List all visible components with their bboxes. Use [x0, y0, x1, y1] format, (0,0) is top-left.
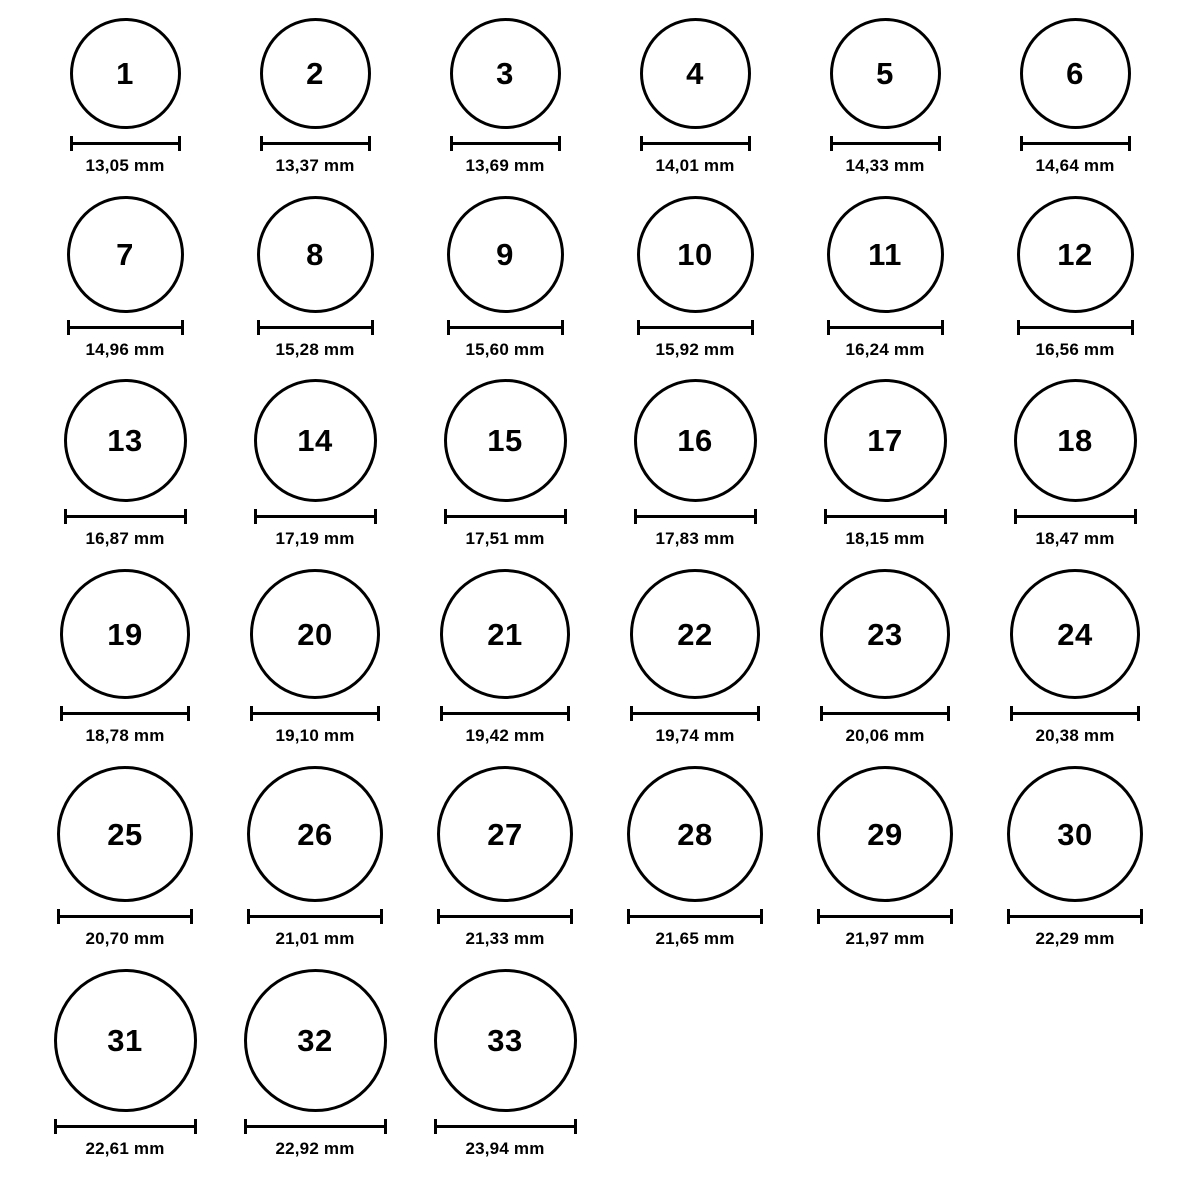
ring-circle	[630, 569, 760, 699]
measure-tick-left	[440, 706, 443, 721]
ring-circle	[640, 18, 751, 129]
diameter-measure-bar	[830, 136, 941, 150]
diameter-measure-bar	[260, 136, 371, 150]
ring-circle-wrap	[60, 569, 190, 699]
measure-tick-right	[567, 706, 570, 721]
ring-circle-wrap	[1007, 766, 1143, 902]
measure-tick-left	[820, 706, 823, 721]
ring-size-cell[interactable]	[410, 379, 600, 569]
measure-tick-left	[437, 909, 440, 924]
measure-line	[257, 326, 374, 329]
measure-tick-left	[630, 706, 633, 721]
ring-circle	[257, 196, 374, 313]
ring-size-cell[interactable]	[220, 196, 410, 379]
measure-line	[70, 142, 181, 145]
ring-circle	[820, 569, 950, 699]
ring-circle-wrap	[244, 969, 387, 1112]
diameter-measure-bar	[1007, 909, 1143, 923]
measure-tick-left	[244, 1119, 247, 1134]
measure-tick-left	[57, 909, 60, 924]
ring-circle	[437, 766, 573, 902]
diameter-measure-bar	[627, 909, 763, 923]
ring-size-number: 10	[677, 237, 713, 272]
ring-size-cell[interactable]	[790, 196, 980, 379]
ring-size-number: 11	[868, 237, 902, 272]
ring-circle	[444, 379, 567, 502]
diameter-measure-bar	[1017, 320, 1134, 334]
ring-size-cell[interactable]	[790, 569, 980, 766]
ring-circle-wrap	[824, 379, 947, 502]
measure-line	[820, 712, 950, 715]
ring-circle	[824, 379, 947, 502]
diameter-measure-bar	[640, 136, 751, 150]
measure-tick-right	[561, 320, 564, 335]
measure-tick-right	[1134, 509, 1137, 524]
diameter-label: 17,19 mm	[275, 529, 355, 548]
ring-size-number: 24	[1057, 616, 1093, 652]
diameter-measure-bar	[817, 909, 953, 923]
ring-size-number: 33	[487, 1023, 523, 1058]
ring-circle	[827, 196, 944, 313]
ring-circle-wrap	[630, 569, 760, 699]
ring-circle	[247, 766, 383, 902]
ring-circle	[627, 766, 763, 902]
diameter-measure-bar	[437, 909, 573, 923]
ring-size-number: 21	[487, 616, 523, 652]
ring-size-number: 23	[867, 616, 903, 652]
measure-tick-left	[434, 1119, 437, 1134]
ring-circle	[60, 569, 190, 699]
diameter-measure-bar	[67, 320, 184, 334]
ring-size-cell[interactable]	[220, 969, 410, 1179]
ring-circle-wrap	[440, 569, 570, 699]
diameter-label: 14,33 mm	[845, 156, 925, 175]
ring-circle	[1020, 18, 1131, 129]
ring-size-number: 31	[107, 1023, 143, 1058]
diameter-measure-bar	[450, 136, 561, 150]
measure-line	[250, 712, 380, 715]
measure-tick-right	[947, 706, 950, 721]
ring-size-number: 18	[1057, 423, 1093, 458]
ring-size-cell[interactable]	[600, 18, 790, 196]
ring-size-cell[interactable]	[30, 196, 220, 379]
ring-circle-wrap	[637, 196, 754, 313]
diameter-measure-bar	[824, 509, 947, 523]
diameter-measure-bar	[444, 509, 567, 523]
ring-size-cell[interactable]	[30, 766, 220, 969]
measure-line	[637, 326, 754, 329]
ring-circle	[244, 969, 387, 1112]
diameter-measure-bar	[54, 1119, 197, 1133]
ring-size-cell[interactable]	[790, 766, 980, 969]
measure-tick-left	[817, 909, 820, 924]
measure-tick-left	[634, 509, 637, 524]
measure-line	[254, 515, 377, 518]
measure-tick-right	[377, 706, 380, 721]
diameter-label: 22,61 mm	[85, 1139, 165, 1158]
ring-circle	[817, 766, 953, 902]
measure-tick-right	[181, 320, 184, 335]
measure-line	[640, 142, 751, 145]
ring-size-number: 30	[1057, 816, 1093, 852]
diameter-label: 19,10 mm	[275, 726, 355, 745]
measure-tick-right	[1131, 320, 1134, 335]
diameter-measure-bar	[1010, 706, 1140, 720]
measure-tick-right	[558, 136, 561, 151]
measure-tick-left	[640, 136, 643, 151]
measure-tick-right	[1128, 136, 1131, 151]
measure-tick-right	[194, 1119, 197, 1134]
measure-line	[1014, 515, 1137, 518]
diameter-measure-bar	[827, 320, 944, 334]
measure-line	[1010, 712, 1140, 715]
diameter-measure-bar	[70, 136, 181, 150]
ring-circle-wrap	[830, 18, 941, 129]
diameter-label: 18,15 mm	[845, 529, 925, 548]
ring-circle-wrap	[634, 379, 757, 502]
ring-circle-wrap	[437, 766, 573, 902]
ring-size-number: 5	[876, 56, 894, 91]
measure-tick-left	[830, 136, 833, 151]
measure-tick-left	[444, 509, 447, 524]
ring-circle-wrap	[54, 969, 197, 1112]
measure-tick-left	[1017, 320, 1020, 335]
measure-line	[817, 915, 953, 918]
diameter-measure-bar	[820, 706, 950, 720]
measure-tick-right	[950, 909, 953, 924]
measure-tick-right	[938, 136, 941, 151]
measure-tick-left	[64, 509, 67, 524]
ring-size-number: 14	[297, 423, 333, 458]
ring-circle	[440, 569, 570, 699]
ring-size-number: 12	[1057, 237, 1093, 272]
ring-size-cell[interactable]	[600, 569, 790, 766]
ring-circle-wrap	[64, 379, 187, 502]
measure-tick-right	[748, 136, 751, 151]
ring-size-number: 28	[677, 816, 713, 852]
ring-size-cell[interactable]	[410, 569, 600, 766]
ring-circle-wrap	[247, 766, 383, 902]
ring-circle-wrap	[817, 766, 953, 902]
diameter-label: 18,47 mm	[1035, 529, 1115, 548]
ring-circle	[1017, 196, 1134, 313]
ring-size-number: 19	[107, 616, 143, 652]
measure-line	[827, 326, 944, 329]
ring-circle-wrap	[250, 569, 380, 699]
ring-size-cell[interactable]	[980, 196, 1170, 379]
ring-circle-wrap	[57, 766, 193, 902]
diameter-label: 14,64 mm	[1035, 156, 1115, 175]
ring-circle	[434, 969, 577, 1112]
diameter-measure-bar	[60, 706, 190, 720]
measure-tick-left	[247, 909, 250, 924]
ring-size-cell[interactable]	[600, 766, 790, 969]
ring-circle-wrap	[257, 196, 374, 313]
ring-circle-wrap	[1017, 196, 1134, 313]
measure-tick-right	[941, 320, 944, 335]
diameter-label: 16,87 mm	[85, 529, 165, 548]
measure-tick-left	[70, 136, 73, 151]
ring-circle	[70, 18, 181, 129]
measure-line	[437, 915, 573, 918]
ring-size-number: 25	[107, 816, 143, 852]
measure-line	[1020, 142, 1131, 145]
ring-size-cell[interactable]	[600, 379, 790, 569]
diameter-label: 21,01 mm	[275, 929, 355, 948]
measure-tick-right	[190, 909, 193, 924]
ring-circle-wrap	[444, 379, 567, 502]
measure-tick-left	[54, 1119, 57, 1134]
ring-circle-wrap	[627, 766, 763, 902]
ring-size-cell[interactable]	[220, 766, 410, 969]
measure-tick-right	[944, 509, 947, 524]
ring-size-cell[interactable]	[30, 18, 220, 196]
diameter-label: 20,38 mm	[1035, 726, 1115, 745]
measure-line	[440, 712, 570, 715]
ring-size-cell[interactable]	[790, 379, 980, 569]
ring-size-number: 9	[496, 237, 514, 272]
diameter-label: 20,70 mm	[85, 929, 165, 948]
ring-circle	[64, 379, 187, 502]
measure-tick-right	[760, 909, 763, 924]
measure-tick-right	[187, 706, 190, 721]
ring-circle	[634, 379, 757, 502]
diameter-label: 16,24 mm	[845, 340, 925, 359]
diameter-label: 23,94 mm	[465, 1139, 545, 1158]
ring-size-cell[interactable]	[220, 379, 410, 569]
measure-tick-right	[574, 1119, 577, 1134]
ring-size-cell[interactable]	[600, 196, 790, 379]
ring-circle	[54, 969, 197, 1112]
diameter-label: 13,05 mm	[85, 156, 165, 175]
ring-circle	[57, 766, 193, 902]
ring-circle-wrap	[1014, 379, 1137, 502]
ring-circle-wrap	[1020, 18, 1131, 129]
ring-size-cell[interactable]	[30, 379, 220, 569]
measure-line	[1017, 326, 1134, 329]
diameter-measure-bar	[630, 706, 760, 720]
diameter-measure-bar	[57, 909, 193, 923]
diameter-label: 15,28 mm	[275, 340, 355, 359]
diameter-label: 19,74 mm	[655, 726, 735, 745]
ring-circle-wrap	[434, 969, 577, 1112]
measure-tick-left	[450, 136, 453, 151]
measure-tick-left	[447, 320, 450, 335]
measure-tick-right	[1140, 909, 1143, 924]
measure-line	[824, 515, 947, 518]
diameter-label: 21,65 mm	[655, 929, 735, 948]
measure-line	[630, 712, 760, 715]
diameter-measure-bar	[254, 509, 377, 523]
diameter-measure-bar	[257, 320, 374, 334]
diameter-label: 17,51 mm	[465, 529, 545, 548]
measure-tick-right	[374, 509, 377, 524]
measure-tick-left	[260, 136, 263, 151]
measure-tick-right	[751, 320, 754, 335]
diameter-label: 13,69 mm	[465, 156, 545, 175]
measure-tick-right	[757, 706, 760, 721]
ring-size-cell[interactable]	[410, 18, 600, 196]
ring-circle	[1010, 569, 1140, 699]
ring-circle-wrap	[447, 196, 564, 313]
measure-tick-left	[250, 706, 253, 721]
ring-size-number: 16	[677, 423, 713, 458]
ring-circle	[447, 196, 564, 313]
diameter-measure-bar	[247, 909, 383, 923]
diameter-label: 15,92 mm	[655, 340, 735, 359]
diameter-label: 19,42 mm	[465, 726, 545, 745]
measure-tick-right	[178, 136, 181, 151]
ring-circle-wrap	[254, 379, 377, 502]
ring-circle-wrap	[70, 18, 181, 129]
ring-size-cell[interactable]	[410, 969, 600, 1179]
measure-line	[260, 142, 371, 145]
measure-line	[64, 515, 187, 518]
measure-line	[447, 326, 564, 329]
diameter-label: 14,96 mm	[85, 340, 165, 359]
ring-size-cell[interactable]	[410, 766, 600, 969]
measure-tick-left	[824, 509, 827, 524]
ring-circle	[260, 18, 371, 129]
measure-line	[67, 326, 184, 329]
measure-tick-left	[627, 909, 630, 924]
measure-tick-left	[1020, 136, 1023, 151]
measure-tick-left	[1010, 706, 1013, 721]
ring-size-grid	[30, 18, 1170, 1179]
diameter-measure-bar	[434, 1119, 577, 1133]
measure-tick-right	[368, 136, 371, 151]
diameter-label: 22,29 mm	[1035, 929, 1115, 948]
ring-circle	[637, 196, 754, 313]
ring-circle	[67, 196, 184, 313]
diameter-measure-bar	[1014, 509, 1137, 523]
ring-circle	[250, 569, 380, 699]
ring-size-cell[interactable]	[790, 18, 980, 196]
measure-tick-right	[184, 509, 187, 524]
diameter-measure-bar	[244, 1119, 387, 1133]
measure-line	[627, 915, 763, 918]
diameter-label: 17,83 mm	[655, 529, 735, 548]
diameter-label: 16,56 mm	[1035, 340, 1115, 359]
ring-size-cell[interactable]	[410, 196, 600, 379]
ring-circle-wrap	[67, 196, 184, 313]
measure-tick-left	[60, 706, 63, 721]
diameter-measure-bar	[250, 706, 380, 720]
diameter-measure-bar	[440, 706, 570, 720]
ring-size-number: 8	[306, 237, 324, 272]
ring-circle-wrap	[1010, 569, 1140, 699]
ring-circle-wrap	[820, 569, 950, 699]
ring-size-cell[interactable]	[980, 569, 1170, 766]
diameter-label: 14,01 mm	[655, 156, 735, 175]
measure-tick-left	[1014, 509, 1017, 524]
ring-circle	[450, 18, 561, 129]
ring-size-number: 1	[116, 56, 134, 91]
ring-size-number: 26	[297, 816, 333, 852]
diameter-label: 13,37 mm	[275, 156, 355, 175]
ring-size-number: 2	[306, 56, 324, 91]
measure-tick-left	[1007, 909, 1010, 924]
measure-line	[434, 1125, 577, 1128]
ring-size-cell[interactable]	[30, 569, 220, 766]
ring-size-number: 3	[496, 56, 514, 91]
measure-tick-right	[570, 909, 573, 924]
diameter-measure-bar	[64, 509, 187, 523]
measure-tick-right	[371, 320, 374, 335]
ring-size-number: 22	[677, 616, 713, 652]
measure-tick-left	[67, 320, 70, 335]
diameter-label: 18,78 mm	[85, 726, 165, 745]
ring-circle-wrap	[450, 18, 561, 129]
ring-size-cell[interactable]	[980, 766, 1170, 969]
ring-size-cell[interactable]	[220, 569, 410, 766]
ring-size-number: 20	[297, 616, 333, 652]
ring-size-number: 13	[107, 423, 143, 458]
ring-circle-wrap	[640, 18, 751, 129]
measure-line	[830, 142, 941, 145]
measure-tick-left	[637, 320, 640, 335]
diameter-label: 15,60 mm	[465, 340, 545, 359]
measure-tick-right	[1137, 706, 1140, 721]
measure-tick-right	[564, 509, 567, 524]
ring-size-number: 4	[686, 56, 704, 91]
diameter-measure-bar	[1020, 136, 1131, 150]
measure-tick-right	[384, 1119, 387, 1134]
ring-size-number: 17	[867, 423, 903, 458]
diameter-label: 21,97 mm	[845, 929, 925, 948]
diameter-label: 20,06 mm	[845, 726, 925, 745]
ring-circle	[830, 18, 941, 129]
measure-line	[634, 515, 757, 518]
ring-circle-wrap	[260, 18, 371, 129]
diameter-label: 22,92 mm	[275, 1139, 355, 1158]
ring-size-number: 15	[487, 423, 523, 458]
ring-circle	[1007, 766, 1143, 902]
ring-size-cell[interactable]	[220, 18, 410, 196]
measure-tick-left	[827, 320, 830, 335]
measure-line	[247, 915, 383, 918]
ring-circle	[1014, 379, 1137, 502]
measure-line	[60, 712, 190, 715]
ring-circle	[254, 379, 377, 502]
ring-size-cell[interactable]	[980, 18, 1170, 196]
diameter-measure-bar	[634, 509, 757, 523]
ring-circle-wrap	[827, 196, 944, 313]
measure-tick-left	[257, 320, 260, 335]
diameter-label: 21,33 mm	[465, 929, 545, 948]
measure-line	[1007, 915, 1143, 918]
measure-line	[244, 1125, 387, 1128]
diameter-measure-bar	[637, 320, 754, 334]
measure-tick-right	[380, 909, 383, 924]
ring-size-number: 6	[1066, 56, 1084, 91]
measure-line	[54, 1125, 197, 1128]
ring-size-number: 32	[297, 1023, 333, 1058]
diameter-measure-bar	[447, 320, 564, 334]
ring-size-number: 7	[116, 237, 134, 272]
measure-tick-left	[254, 509, 257, 524]
measure-line	[450, 142, 561, 145]
ring-size-number: 27	[487, 816, 523, 852]
ring-size-cell[interactable]	[30, 969, 220, 1179]
ring-size-cell[interactable]	[980, 379, 1170, 569]
ring-size-number: 29	[867, 816, 903, 852]
measure-line	[57, 915, 193, 918]
measure-line	[444, 515, 567, 518]
measure-tick-right	[754, 509, 757, 524]
